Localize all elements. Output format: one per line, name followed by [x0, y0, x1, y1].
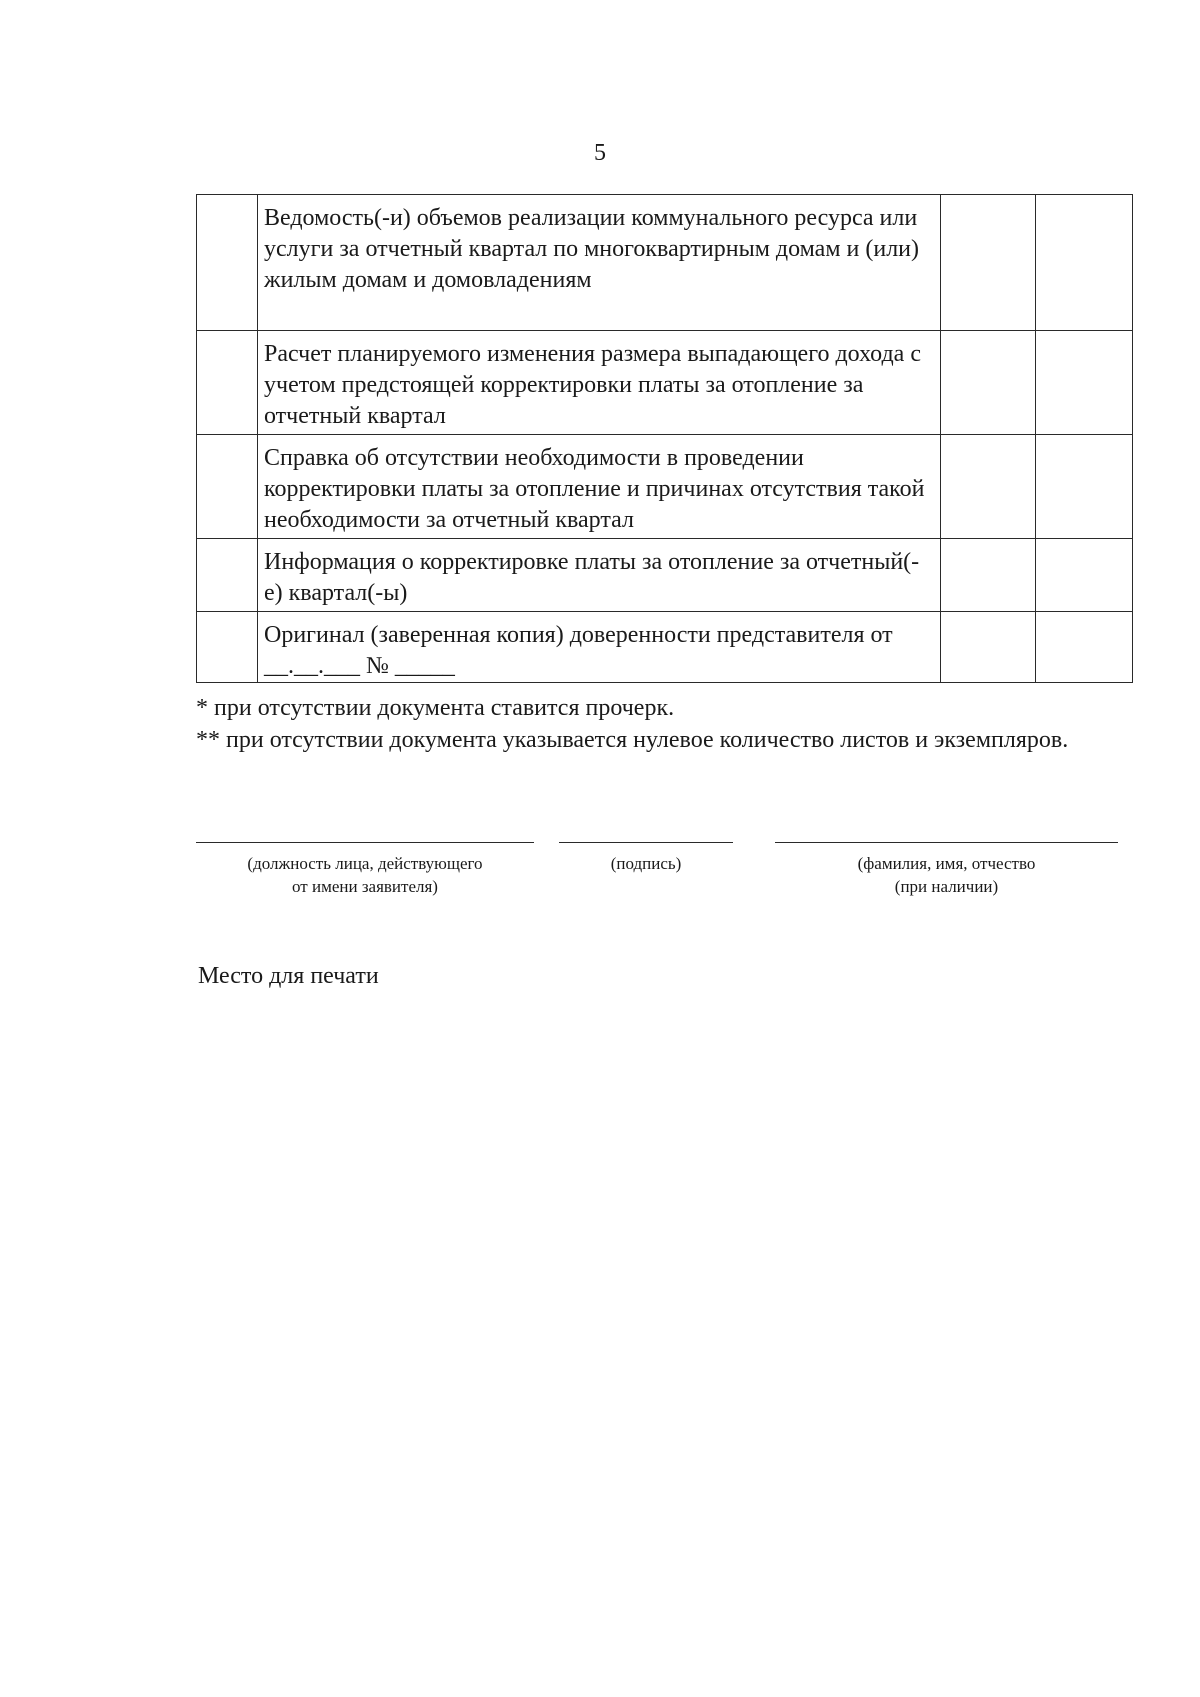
signature-caption: [559, 852, 733, 875]
footnote-dash: * при отсутствии документа ставится прочерк.: [196, 695, 675, 721]
row-number-cell: [197, 195, 258, 331]
full-name-signature-line: [775, 842, 1118, 843]
sheets-count-cell: [941, 539, 1036, 612]
documents-table: [196, 194, 1133, 683]
document-name-cell: Расчет планируемого изменения размера выпадающего дохода с учетом предстоящей корректировки платы за отопление за отчетный квартал: [258, 331, 941, 435]
sheets-count-cell: [941, 435, 1036, 539]
copies-count-cell: [1036, 195, 1133, 331]
full-name-caption-line: (при наличии): [894, 877, 999, 896]
position-caption: [196, 852, 534, 898]
page-number: 5: [594, 140, 606, 166]
document-name-cell: Справка об отсутствии необходимости в проведении корректировки платы за отопление и причинах отсутствия такой необходимости за отчетный квартал: [258, 435, 941, 539]
position-signature-line: [196, 842, 534, 843]
copies-count-cell: [1036, 331, 1133, 435]
signature-line: [559, 842, 733, 843]
position-caption-line: от имени заявителя): [292, 877, 438, 896]
sheets-count-cell: [941, 331, 1036, 435]
document-name-cell: Ведомость(-и) объемов реализации коммунального ресурса или услуги за отчетный квартал по многоквартирным домам и (или) жилым домам и домовладениям: [258, 195, 941, 331]
copies-count-cell: [1036, 612, 1133, 683]
row-number-cell: [197, 539, 258, 612]
position-caption-line: (должность лица, действующего: [247, 854, 483, 873]
copies-count-cell: [1036, 539, 1133, 612]
stamp-place-label: Место для печати: [198, 963, 379, 989]
sheets-count-cell: [941, 195, 1036, 331]
row-number-cell: [197, 612, 258, 683]
table-row: [197, 195, 1133, 331]
copies-count-cell: [1036, 435, 1133, 539]
full-name-caption-line: (фамилия, имя, отчество: [857, 854, 1036, 873]
row-number-cell: [197, 331, 258, 435]
sheets-count-cell: [941, 612, 1036, 683]
footnotes: [196, 692, 1118, 756]
document-name-cell: Оригинал (заверенная копия) доверенности представителя от __.__.___ № _____: [258, 612, 941, 683]
document-name-cell: Информация о корректировке платы за отопление за отчетный(-е) квартал(-ы): [258, 539, 941, 612]
table-row: [197, 612, 1133, 683]
footnote-zero-count: ** при отсутствии документа указывается нулевое количество листов и экземпляров.: [196, 727, 1069, 753]
table-row: [197, 331, 1133, 435]
row-number-cell: [197, 435, 258, 539]
table-row: [197, 539, 1133, 612]
signature-caption-text: (подпись): [610, 854, 682, 873]
full-name-caption: [775, 852, 1118, 898]
table-row: [197, 435, 1133, 539]
